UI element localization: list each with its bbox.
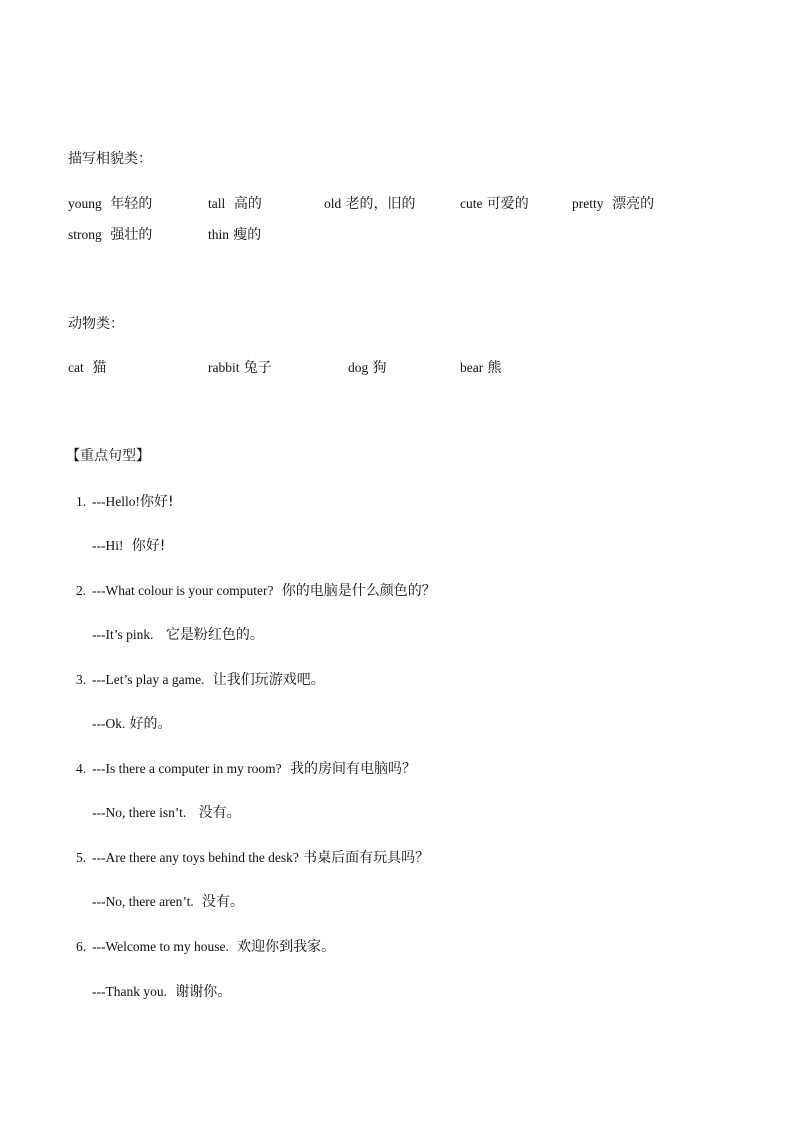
sentence-chinese: 我的房间有电脑吗？ (289, 761, 416, 777)
sentence-answer (92, 802, 241, 822)
sentence-question (76, 758, 416, 778)
vocab-chinese: 高的 (233, 196, 262, 212)
sentence-number: 5. (76, 850, 87, 865)
answer-english: ---No, there aren’t. (92, 894, 194, 909)
vocab-item (572, 193, 654, 213)
answer-english: ---It’s pink. (92, 627, 154, 642)
vocab-chinese: 年轻的 (110, 196, 153, 212)
sentence-question (76, 669, 325, 689)
vocab-item (208, 193, 262, 213)
sentence-question (76, 847, 429, 867)
vocab-item (324, 193, 416, 213)
sentence-question (76, 580, 436, 600)
answer-chinese: 它是粉红色的。 (165, 627, 264, 643)
vocab-english: young (68, 196, 102, 211)
vocab-chinese: 老的，旧的 (345, 196, 416, 212)
vocab-chinese: 强壮的 (110, 227, 153, 243)
vocab-item (68, 193, 152, 213)
sentence-answer (92, 624, 264, 644)
sentence-english: ---Is there a computer in my room? (92, 761, 282, 776)
answer-english: ---Thank you. (92, 984, 167, 999)
vocab-item (348, 357, 387, 377)
vocab-english: rabbit (208, 360, 240, 375)
sentence-number: 2. (76, 583, 87, 598)
sentence-english: ---Let’s play a game. (92, 672, 205, 687)
sentence-number: 3. (76, 672, 87, 687)
vocab-english: thin (208, 227, 230, 242)
answer-english: ---No, there isn’t. (92, 805, 187, 820)
answer-chinese: 好的。 (129, 716, 172, 732)
sentence-answer (92, 713, 172, 733)
vocab-item (208, 357, 272, 377)
category-heading-animals: 动物类： (68, 316, 124, 332)
answer-chinese: 没有。 (198, 805, 241, 821)
sentence-chinese: 你好! (139, 494, 174, 510)
sentence-english: ---Are there any toys behind the desk? (92, 850, 299, 865)
vocab-chinese: 瘦的 (233, 227, 262, 243)
sentence-question (76, 491, 174, 511)
sentence-english: ---Hello! (92, 494, 140, 509)
sentence-english: ---Welcome to my house. (92, 939, 229, 954)
vocab-item (208, 224, 261, 244)
vocab-chinese: 可爱的 (486, 196, 529, 212)
sentence-chinese: 让我们玩游戏吧。 (212, 672, 325, 688)
vocab-item (460, 357, 502, 377)
vocab-english: old (324, 196, 342, 211)
vocab-item (68, 357, 106, 377)
answer-english: ---Hi! (92, 538, 124, 553)
vocab-english: strong (68, 227, 102, 242)
section-title-key-sentences: 【重点句型】 (66, 448, 150, 464)
sentence-number: 4. (76, 761, 87, 776)
vocab-chinese: 熊 (487, 360, 502, 376)
answer-chinese: 谢谢你。 (175, 984, 232, 1000)
sentence-number: 6. (76, 939, 87, 954)
category-heading-appearance: 描写相貌类： (68, 151, 152, 167)
sentence-english: ---What colour is your computer? (92, 583, 274, 598)
sentence-answer (92, 891, 244, 911)
vocab-chinese: 兔子 (243, 360, 272, 376)
vocab-english: cute (460, 196, 483, 211)
sentence-answer (92, 535, 165, 555)
vocab-english: tall (208, 196, 226, 211)
vocab-english: cat (68, 360, 84, 375)
sentence-question (76, 936, 335, 956)
sentence-chinese: 书桌后面有玩具吗？ (303, 850, 430, 866)
vocab-english: dog (348, 360, 369, 375)
vocab-english: pretty (572, 196, 604, 211)
answer-chinese: 没有。 (201, 894, 244, 910)
vocab-chinese: 猫 (92, 360, 107, 376)
vocab-chinese: 狗 (372, 360, 387, 376)
sentence-number: 1. (76, 494, 87, 509)
sentence-chinese: 欢迎你到我家。 (237, 939, 336, 955)
sentence-answer (92, 981, 231, 1001)
vocab-item (460, 193, 529, 213)
sentence-chinese: 你的电脑是什么颜色的？ (281, 583, 436, 599)
answer-english: ---Ok. (92, 716, 126, 731)
answer-chinese: 你好! (131, 538, 166, 554)
vocab-item (68, 224, 152, 244)
vocab-chinese: 漂亮的 (612, 196, 655, 212)
vocab-english: bear (460, 360, 484, 375)
